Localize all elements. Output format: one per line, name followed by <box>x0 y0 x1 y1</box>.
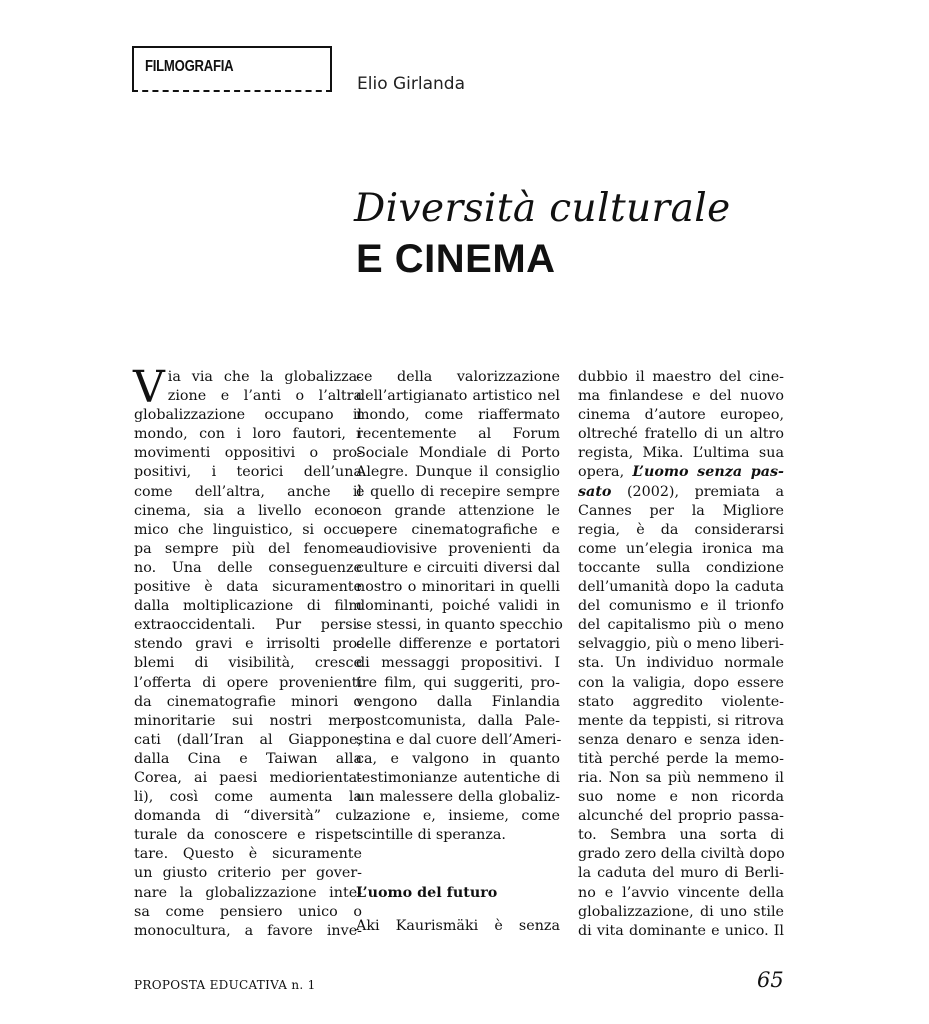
text-line: nostro o minoritari in quelli <box>356 579 560 596</box>
text-line: Aki Kaurismäki è senza <box>356 917 560 934</box>
text-line: sta. Un individuo normale <box>578 655 784 672</box>
text-line: cati (dall’Iran al Giappone, <box>134 731 362 748</box>
text-line: mente da teppisti, si ritrova <box>578 712 784 729</box>
text-line: culture e circuiti diversi dal <box>356 559 560 576</box>
text-line: tre film, qui suggeriti, pro- <box>356 674 560 691</box>
film-title: sato <box>578 483 612 500</box>
text-line: no. Una delle conseguenze <box>134 559 362 576</box>
text-line: tità perché perde la memo- <box>578 750 784 767</box>
text-line: mondo, come riaffermato <box>356 407 560 424</box>
text-line: con grande attenzione le <box>356 502 560 519</box>
text-line: dalla moltiplicazione di film <box>134 598 362 615</box>
text-fragment: (2002), premiata a <box>611 483 784 500</box>
text-line: selvaggio, più o meno liberi- <box>578 636 784 653</box>
author-name: Elio Girlanda <box>357 74 466 94</box>
text-line: un malessere della globaliz- <box>356 789 560 806</box>
text-line: oltreché fratello di un altro <box>578 426 784 443</box>
subheading: L’uomo del futuro <box>356 884 498 901</box>
article-title-line1: Diversità culturale <box>354 186 731 231</box>
film-title: L’uomo senza pas- <box>632 464 784 481</box>
text-column-1 <box>133 362 362 941</box>
text-line <box>578 463 784 482</box>
text-line: come dell’altra, anche il <box>134 483 362 500</box>
text-line: vengono dalla Finlandia <box>356 693 560 710</box>
text-line: nare la globalizzazione inte- <box>134 884 362 901</box>
text-line: Sociale Mondiale di Porto <box>356 445 560 462</box>
journal-footer: PROPOSTA EDUCATIVA n. 1 <box>134 978 316 992</box>
text-line: ia via che la globalizza- <box>167 369 362 385</box>
text-line: stendo gravi e irrisolti pro- <box>134 636 362 653</box>
text-line: Cannes per la Migliore <box>578 502 784 519</box>
text-line: alcunché del proprio passa- <box>578 808 784 825</box>
text-line: del comunismo e il trionfo <box>578 598 784 615</box>
text-line: grado zero della civiltà dopo <box>578 846 785 863</box>
text-line: se stessi, in quanto specchio <box>356 617 563 634</box>
text-line: postcomunista, dalla Pale- <box>356 712 560 729</box>
text-line: li), così come aumenta la <box>134 789 362 806</box>
text-line: pa sempre più del fenome- <box>134 540 362 557</box>
paragraph-gap <box>356 845 560 864</box>
section-label-box <box>132 46 332 92</box>
text-line: regista, Mika. L’ultima sua <box>578 445 784 462</box>
text-column-2 <box>356 368 563 936</box>
text-line: movimenti oppositivi o pro- <box>134 445 362 462</box>
text-line: globalizzazione, di uno stile <box>578 903 784 920</box>
text-line: dominanti, poiché validi in <box>356 598 560 615</box>
text-line: recentemente al Forum <box>356 426 560 443</box>
text-line: come un’elegia ironica ma <box>578 540 784 557</box>
text-line: delle differenze e portatori <box>356 636 560 653</box>
text-line: zione e l’anti o l’altra <box>167 388 362 405</box>
text-line: positivi, i teorici dell’una <box>134 464 362 481</box>
text-line: sa come pensiero unico o <box>134 903 362 920</box>
text-line: monocultura, a favore inve- <box>134 922 362 939</box>
text-line: audiovisive provenienti da <box>356 540 560 557</box>
text-line: cinema, sia a livello econo- <box>134 502 362 519</box>
text-line: la caduta del muro di Berli- <box>578 865 784 882</box>
text-line: opere cinematografiche e <box>356 521 560 538</box>
text-line: è quello di recepire sempre <box>356 483 560 500</box>
page-number: 65 <box>757 968 784 992</box>
text-line: domanda di “diversità” cul- <box>134 808 362 825</box>
text-line: stina e dal cuore dell’Ameri- <box>356 731 562 748</box>
text-line: cinema d’autore europeo, <box>578 407 784 424</box>
section-label: FILMOGRAFIA <box>145 58 234 75</box>
text-line: extraoccidentali. Pur persi- <box>134 617 362 634</box>
text-line: positive è data sicuramente <box>134 579 362 596</box>
text-line: tare. Questo è sicuramente <box>134 846 362 863</box>
text-line: dell’artigianato artistico nel <box>356 388 560 405</box>
article-title-line2: E CINEMA <box>356 237 556 281</box>
text-line: dubbio il maestro del cine- <box>578 369 784 385</box>
drop-cap: V <box>133 362 165 413</box>
text-line: to. Sembra una sorta di <box>578 827 784 844</box>
opening-paragraph <box>133 362 362 413</box>
text-line: scintille di speranza. <box>356 827 506 844</box>
text-line: Alegre. Dunque il consiglio <box>356 464 560 481</box>
text-line <box>578 483 784 502</box>
text-line: di vita dominante e unico. Il <box>578 922 784 939</box>
text-line: l’offerta di opere provenienti <box>134 674 362 691</box>
text-line: ca, e valgono in quanto <box>356 750 560 767</box>
text-line: globalizzazione occupano il <box>134 407 362 424</box>
text-line: con la valigia, dopo essere <box>578 674 784 691</box>
text-fragment: opera, <box>578 464 633 481</box>
text-line: blemi di visibilità, cresce <box>134 655 362 672</box>
text-line: ce della valorizzazione <box>356 369 560 385</box>
text-line: ria. Non sa più nemmeno il <box>578 769 784 786</box>
text-line: del capitalismo più o meno <box>578 617 784 634</box>
text-line: mico che linguistico, si occu- <box>134 521 362 538</box>
text-line: suo nome e non ricorda <box>578 789 784 806</box>
text-line: toccante sulla condizione <box>578 559 784 576</box>
text-line: dalla Cina e Taiwan alla <box>134 750 362 767</box>
text-line: senza denaro e senza iden- <box>578 731 784 748</box>
text-line: ma finlandese e del nuovo <box>578 388 784 405</box>
text-line: da cinematografie minori o <box>134 693 362 710</box>
text-line: un giusto criterio per gover- <box>134 865 362 882</box>
text-line: dell’umanità dopo la caduta <box>578 579 784 596</box>
text-column-3 <box>578 368 784 941</box>
paragraph-gap <box>356 903 560 917</box>
text-line: minoritarie sui nostri mer- <box>134 712 362 729</box>
text-line: zazione e, insieme, come <box>356 808 560 825</box>
text-line: regia, è da considerarsi <box>578 521 784 538</box>
text-line: di messaggi propositivi. I <box>356 655 560 672</box>
text-line: mondo, con i loro fautori, i <box>134 426 362 443</box>
text-line: no e l’avvio vincente della <box>578 884 784 901</box>
text-line: Corea, ai paesi mediorienta- <box>134 769 362 786</box>
text-line: testimonianze autentiche di <box>356 769 560 786</box>
text-line: stato aggredito violente- <box>578 693 784 710</box>
paragraph-gap <box>356 864 560 883</box>
section-box-dashed-rule <box>132 90 332 92</box>
text-line: turale da conoscere e rispet- <box>134 827 362 844</box>
